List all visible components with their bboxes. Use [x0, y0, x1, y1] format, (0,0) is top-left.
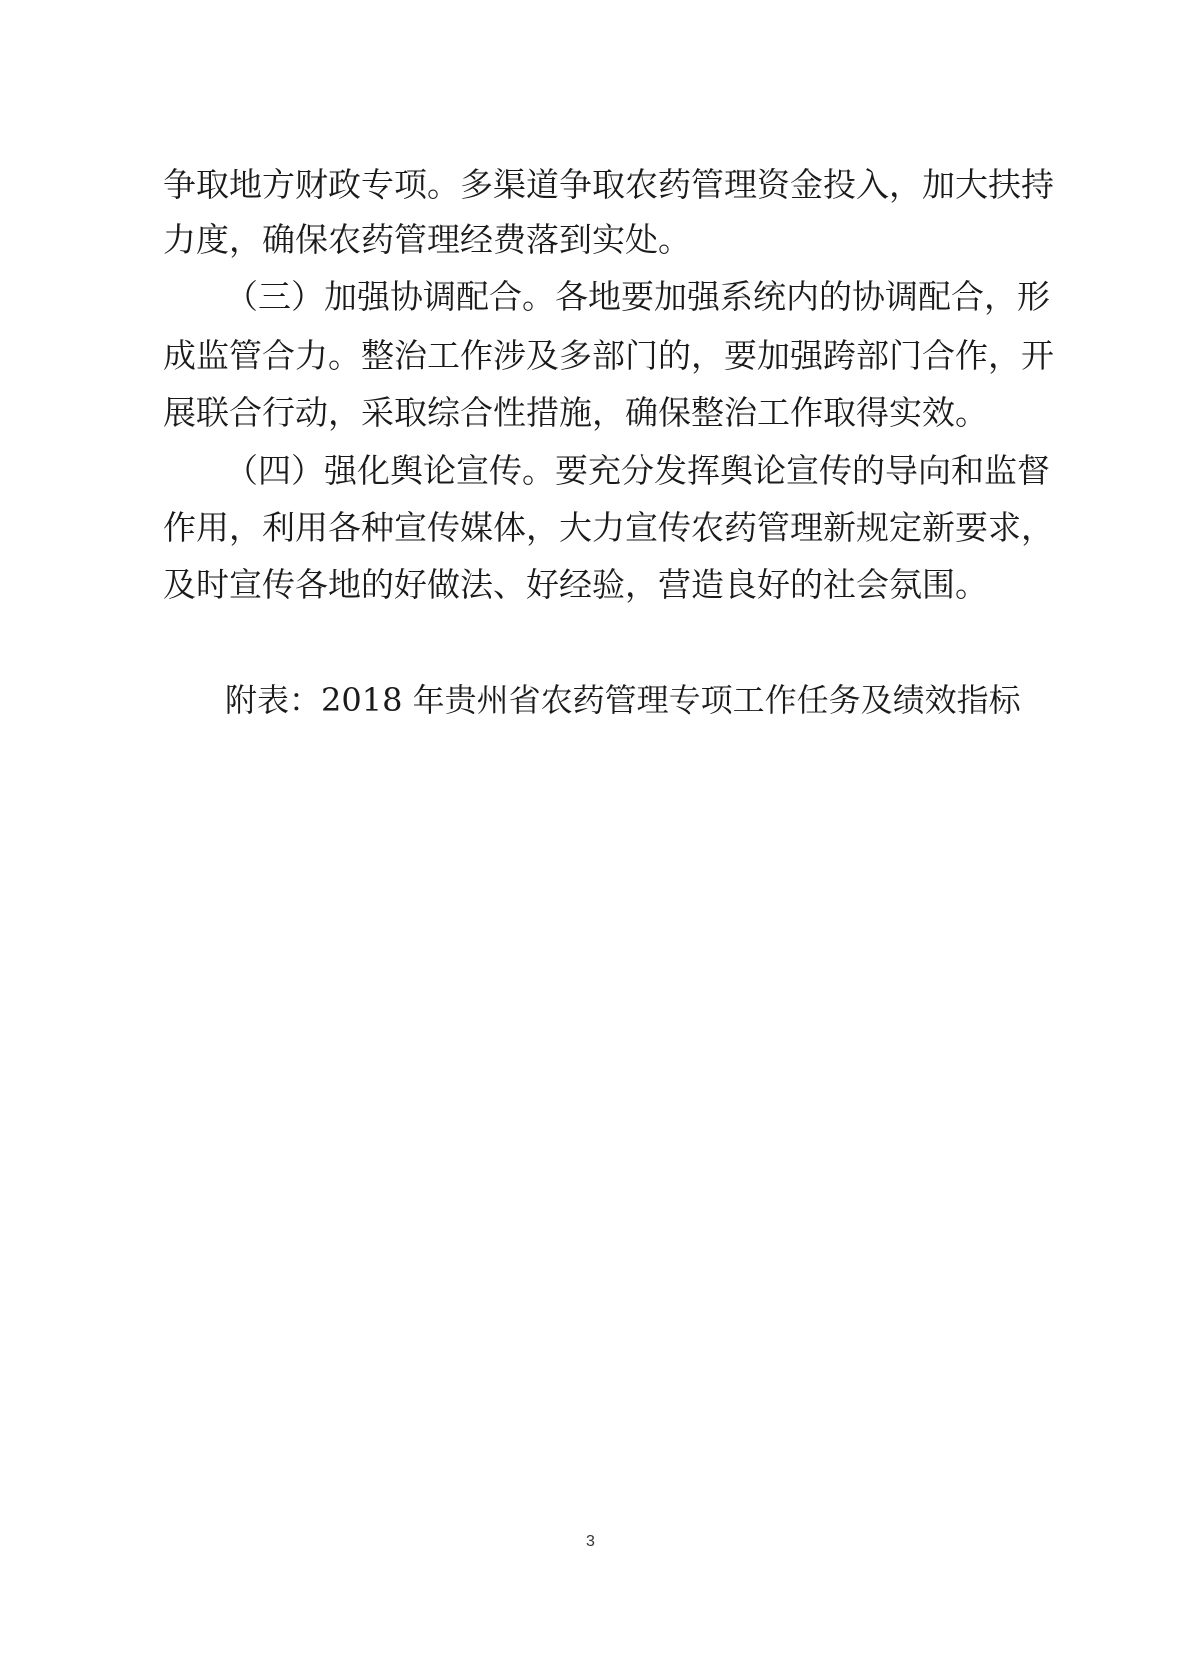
paragraph-line: 作用，利用各种宣传媒体，大力宣传农药管理新规定新要求，: [163, 508, 1054, 547]
paragraph-line: 展联合行动，采取综合性措施，确保整治工作取得实效。: [163, 393, 988, 432]
paragraph-line: 及时宣传各地的好做法、好经验，营造良好的社会氛围。: [163, 565, 988, 604]
attachment-title: 附表：2018 年贵州省农药管理专项工作任务及绩效指标: [225, 681, 1021, 719]
section-three-heading-line: （三）加强协调配合。各地要加强系统内的协调配合，形: [225, 277, 1050, 316]
section-four-heading-line: （四）强化舆论宣传。要充分发挥舆论宣传的导向和监督: [225, 451, 1050, 490]
page-number: 3: [586, 1533, 595, 1550]
paragraph-line: 成监管合力。整治工作涉及多部门的，要加强跨部门合作，开: [163, 336, 1054, 375]
paragraph-line: 力度，确保农药管理经费落到实处。: [163, 220, 691, 259]
paragraph-line: 争取地方财政专项。多渠道争取农药管理资金投入，加大扶持: [163, 165, 1054, 204]
